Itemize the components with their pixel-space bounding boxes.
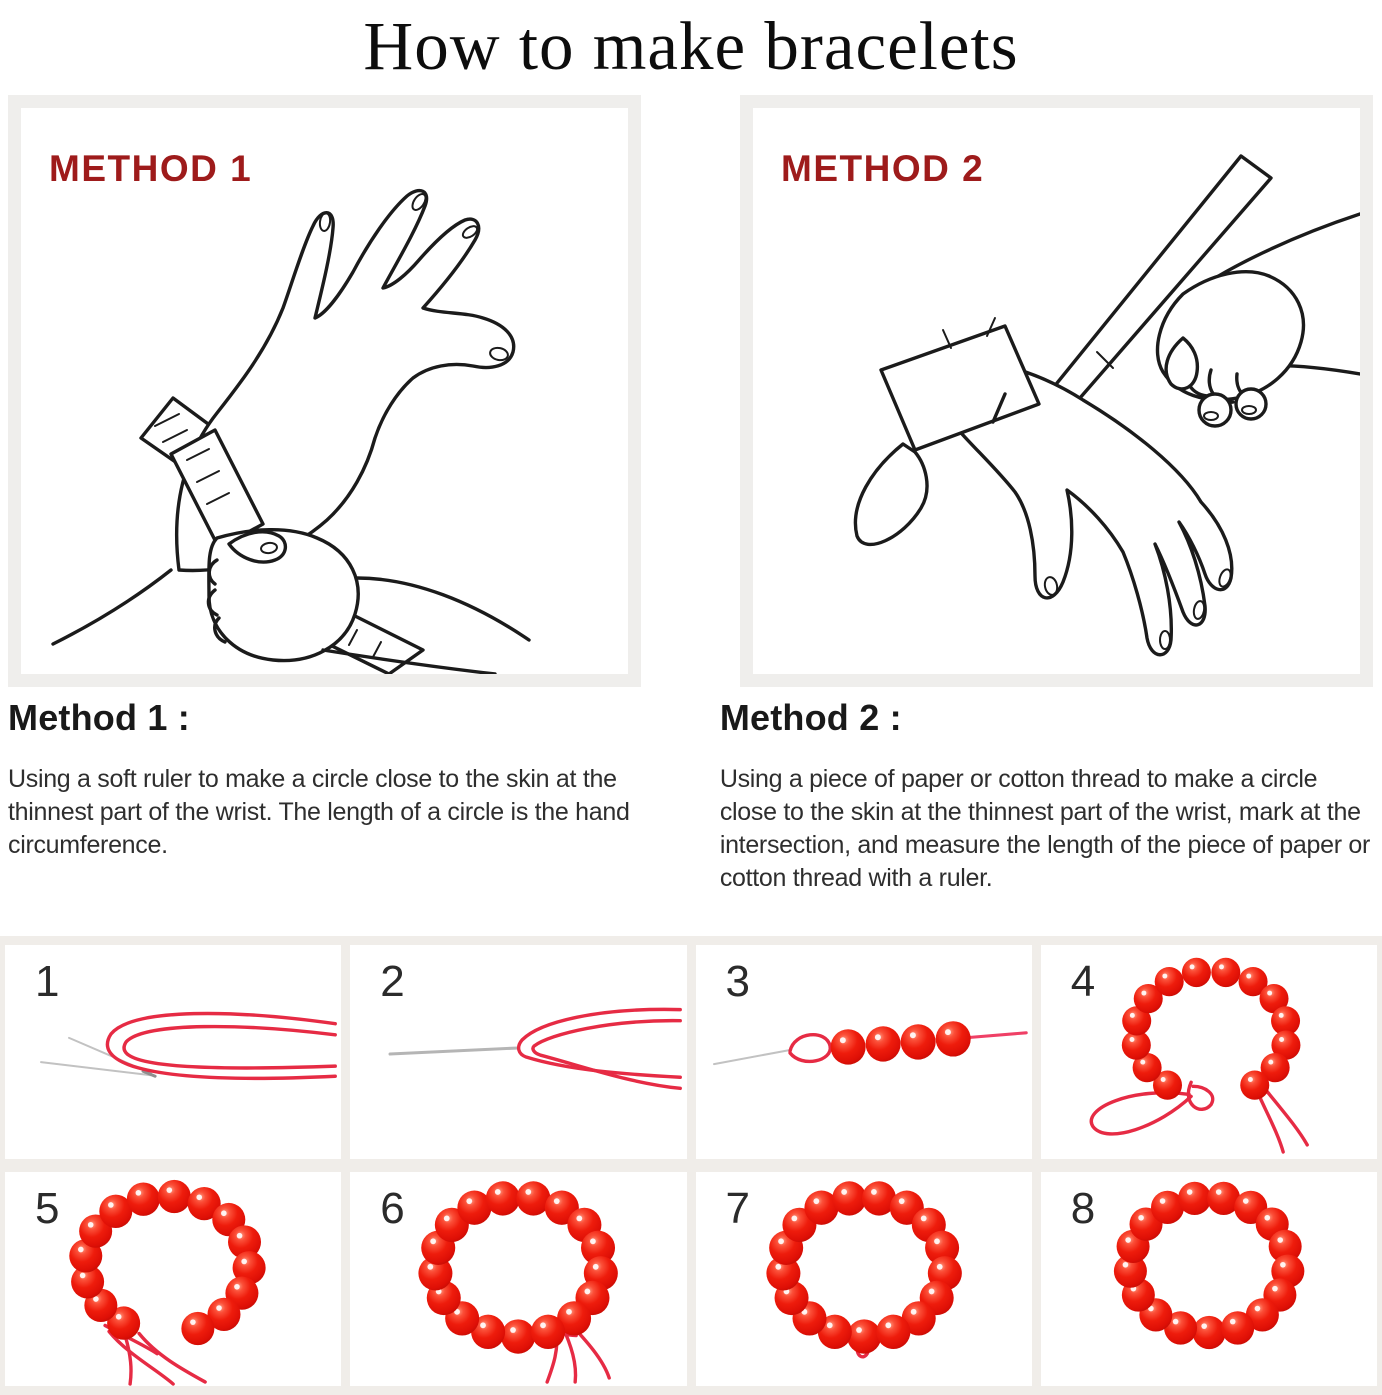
step-2-number: 2 [380,957,405,1006]
method1-description: Using a soft ruler to make a circle close to the skin at the thinnest part of the wrist. The length of a circle is the hand circumference. [8,765,630,859]
page-title: How to make bracelets [363,8,1019,84]
step-tile-2 [350,945,686,1159]
method1-heading: Method 1 : [8,697,190,738]
step-4-number: 4 [1070,957,1096,1006]
step-5-beads [69,1180,265,1345]
step-tile-8 [1041,1172,1377,1386]
step-tile-5 [5,1172,341,1386]
step-tile-3 [696,945,1032,1159]
step-8-number: 8 [1070,1184,1096,1233]
method2-pen-marking-illustration [753,108,1360,674]
step-3-beads [830,1021,970,1064]
step-4-beads [1122,958,1301,1100]
method2-heading: Method 2 : [719,697,902,738]
method1-box-label: METHOD 1 [49,148,253,189]
step-5-number: 5 [35,1184,60,1233]
step-3-number: 3 [725,957,750,1006]
method1-text-column [8,697,720,895]
method1-box [8,95,641,687]
step-7-number: 7 [725,1184,750,1233]
method-boxes-row [8,95,1373,687]
step-1-number: 1 [35,957,60,1006]
method2-description: Using a piece of paper or cotton thread to make a circle close to the skin at the thinnest part of the wrist, mark at the intersection, and measure the length of the piece of paper or cotton thread with a ruler. [719,765,1371,892]
steps-grid [0,936,1382,1395]
step-tile-4 [1041,945,1377,1159]
step-tile-1 [5,945,341,1159]
method1-wrist-ruler-illustration [21,108,628,674]
step-tile-6 [350,1172,686,1386]
method2-text-column [720,697,1374,895]
step-tile-7 [696,1172,1032,1386]
step-6-beads [419,1181,618,1353]
method-descriptions [8,697,1374,895]
step-7-beads [766,1181,961,1353]
method2-box-label: METHOD 2 [781,148,985,189]
step-6-number: 6 [380,1184,405,1233]
method2-box [740,95,1373,687]
step-8-beads [1114,1182,1304,1349]
